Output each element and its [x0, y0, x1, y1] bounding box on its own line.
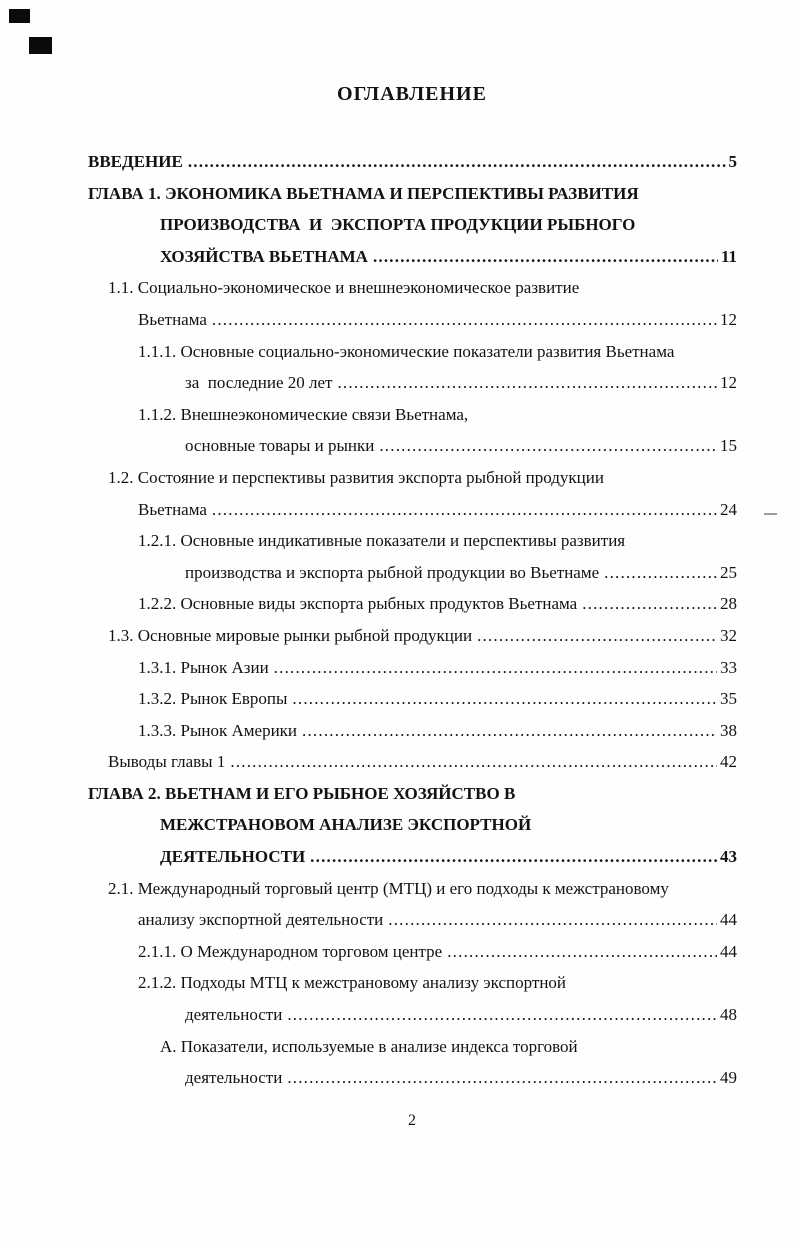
- toc-entry-line: [88, 746, 737, 778]
- table-of-contents: [88, 146, 737, 1094]
- toc-entry-line: [88, 588, 737, 620]
- toc-entry-page-number: 42: [720, 752, 737, 772]
- dot-leader: [582, 588, 717, 620]
- toc-entry-line: [88, 209, 737, 241]
- dot-leader: [287, 1062, 717, 1094]
- toc-entry-page-number: 44: [720, 910, 737, 930]
- toc-entry-line: [88, 620, 737, 652]
- toc-entry-line: [88, 652, 737, 684]
- toc-entry-line: [88, 999, 737, 1031]
- toc-entry-text: МЕЖСТРАНОВОМ АНАЛИЗЕ ЭКСПОРТНОЙ: [160, 815, 532, 835]
- dot-leader: [604, 557, 717, 589]
- toc-entry-line: [88, 841, 737, 873]
- toc-entry-line: [88, 430, 737, 462]
- page-title: ОГЛАВЛЕНИЕ: [337, 83, 487, 105]
- toc-entry-text: 1.1. Социально-экономическое и внешнеэкономическое развитие: [108, 278, 580, 298]
- toc-entry-text: ПРОИЗВОДСТВА И ЭКСПОРТА ПРОДУКЦИИ РЫБНОГО: [160, 215, 636, 235]
- toc-entry-page-number: 25: [720, 562, 737, 582]
- dot-leader: [230, 746, 717, 778]
- toc-entry-text: производства и экспорта рыбной продукции во Вьетнаме: [185, 562, 600, 582]
- toc-entry-text: 1.3.3. Рынок Америки: [138, 720, 298, 740]
- toc-entry-text: ВВЕДЕНИЕ: [88, 152, 183, 171]
- dot-leader: [212, 494, 717, 526]
- toc-entry-text: 1.3.1. Рынок Азии: [138, 657, 269, 677]
- toc-entry-page-number: 35: [720, 689, 737, 709]
- dot-leader: [373, 241, 718, 273]
- toc-entry-line: [88, 715, 737, 747]
- toc-entry-line: [88, 967, 737, 999]
- toc-entry-line: [88, 336, 737, 368]
- toc-entry-text: 1.2. Состояние и перспективы развития экспорта рыбной продукции: [108, 467, 604, 487]
- toc-entry-text: А. Показатели, используемые в анализе индекса торговой: [160, 1036, 578, 1056]
- toc-entry-line: [88, 146, 737, 178]
- dot-leader: [447, 936, 717, 968]
- toc-entry-text: Вьетнама: [138, 309, 207, 329]
- toc-entry-page-number: 32: [720, 625, 737, 645]
- dot-leader: [302, 715, 717, 747]
- toc-entry-line: [88, 494, 737, 526]
- toc-entry-line: [88, 904, 737, 936]
- toc-entry-page-number: 15: [720, 436, 737, 456]
- toc-entry-text: 2.1.2. Подходы МТЦ к межстрановому анализу экспортной: [138, 973, 567, 993]
- toc-entry-page-number: 12: [720, 309, 737, 329]
- toc-entry-page-number: 44: [720, 941, 737, 961]
- toc-entry-line: [88, 462, 737, 494]
- scan-mark: [764, 513, 777, 515]
- toc-entry-text: Выводы главы 1: [108, 752, 226, 772]
- dot-leader: [388, 904, 717, 936]
- toc-entry-line: [88, 557, 737, 589]
- toc-entry-text: 1.3. Основные мировые рынки рыбной продукции: [108, 625, 473, 645]
- toc-entry-line: [88, 809, 737, 841]
- toc-entry-text: 1.1.2. Внешнеэкономические связи Вьетнама,: [138, 404, 469, 424]
- toc-entry-text: ХОЗЯЙСТВА ВЬЕТНАМА: [160, 246, 368, 266]
- toc-entry-line: [88, 241, 737, 273]
- toc-entry-text: 1.2.2. Основные виды экспорта рыбных продуктов Вьетнама: [138, 594, 578, 614]
- page-number: 2: [408, 1112, 416, 1129]
- toc-entry-page-number: 43: [720, 847, 737, 867]
- toc-entry-text: 2.1. Международный торговый центр (МТЦ) и его подходы к межстрановому: [108, 878, 669, 898]
- toc-entry-text: 2.1.1. О Международном торговом центре: [138, 941, 443, 961]
- toc-entry-line: [88, 683, 737, 715]
- dot-leader: [310, 841, 717, 873]
- dot-leader: [274, 652, 717, 684]
- dot-leader: [292, 683, 717, 715]
- toc-entry-line: [88, 178, 737, 210]
- toc-entry-line: [88, 304, 737, 336]
- toc-entry-text: деятельности: [185, 1068, 283, 1088]
- toc-entry-page-number: 12: [720, 373, 737, 393]
- toc-entry-page-number: 33: [720, 657, 737, 677]
- toc-entry-line: [88, 936, 737, 968]
- toc-entry-line: [88, 272, 737, 304]
- toc-entry-line: [88, 367, 737, 399]
- dot-leader: [477, 620, 717, 652]
- toc-entry-text: 1.2.1. Основные индикативные показатели и перспективы развития: [138, 531, 626, 551]
- toc-entry-line: [88, 525, 737, 557]
- dot-leader: [188, 146, 726, 178]
- toc-entry-text: 1.3.2. Рынок Европы: [138, 689, 288, 709]
- toc-entry-text: анализу экспортной деятельности: [138, 910, 384, 930]
- toc-entry-text: ГЛАВА 1. ЭКОНОМИКА ВЬЕТНАМА И ПЕРСПЕКТИВЫ РАЗВИТИЯ: [88, 183, 639, 203]
- toc-entry-text: деятельности: [185, 1005, 283, 1025]
- toc-entry-page-number: 11: [720, 246, 737, 266]
- toc-entry-text: 1.1.1. Основные социально-экономические показатели развития Вьетнама: [138, 341, 675, 361]
- toc-entry-text: основные товары и рынки: [185, 436, 375, 456]
- dot-leader: [337, 367, 717, 399]
- toc-entry-text: ГЛАВА 2. ВЬЕТНАМ И ЕГО РЫБНОЕ ХОЗЯЙСТВО В: [88, 783, 516, 803]
- scan-artifact: [29, 37, 52, 54]
- toc-entry-text: Вьетнама: [138, 499, 207, 519]
- toc-entry-line: [88, 778, 737, 810]
- toc-entry-text: ДЕЯТЕЛЬНОСТИ: [160, 847, 306, 867]
- toc-entry-text: за последние 20 лет: [185, 373, 333, 393]
- toc-entry-line: [88, 1062, 737, 1094]
- toc-entry-line: [88, 873, 737, 905]
- dot-leader: [379, 430, 717, 462]
- dot-leader: [212, 304, 717, 336]
- toc-entry-page-number: 38: [720, 720, 737, 740]
- toc-entry-page-number: 5: [728, 152, 737, 171]
- toc-entry-page-number: 48: [720, 1005, 737, 1025]
- toc-entry-page-number: 24: [720, 499, 737, 519]
- dot-leader: [287, 999, 717, 1031]
- toc-entry-page-number: 28: [720, 594, 737, 614]
- toc-entry-line: [88, 399, 737, 431]
- toc-entry-line: [88, 1031, 737, 1063]
- toc-entry-page-number: 49: [720, 1068, 737, 1088]
- scan-artifact: [9, 9, 30, 23]
